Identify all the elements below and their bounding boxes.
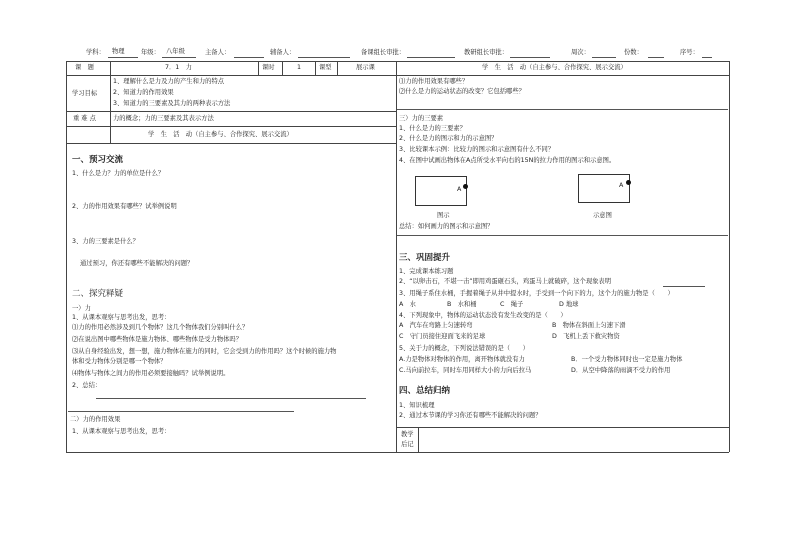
option: D．从空中降落的雨滴不受力的作用 xyxy=(571,367,671,374)
type-label: 课型 xyxy=(319,64,332,71)
explore-line: ⑵在说出图中哪些物体是施力物体、哪些物体是受力物体吗？ xyxy=(72,336,243,343)
summary-label: 2、总结： xyxy=(72,382,102,389)
goals-label: 学习目标 xyxy=(72,90,98,97)
right-line: 总结：如何画力的图示和示意图？ xyxy=(399,223,494,230)
assist-prep-label: 辅备人： xyxy=(270,49,296,56)
keypoints-label: 重 难 点 xyxy=(73,115,96,122)
option: A 水 xyxy=(399,301,416,308)
explore-line: 1、从课本观察与思考出发，思考： xyxy=(72,314,171,321)
section-preview-title: 一、预习交流 xyxy=(72,155,124,165)
activity-title: 学 生 活 动（自主参与、合作探究、展示交流） xyxy=(148,131,293,138)
question-2: 2、力的作用效果有哪些？试举例说明 xyxy=(72,203,177,210)
option: D 地球 xyxy=(559,301,579,308)
exercise-line: 2、“以卵击石，不堪一击”即用鸡蛋砸石头，鸡蛋马上就破碎，这个现象表明 xyxy=(399,278,612,285)
explore-line: ⑷物体与物体之间力的作用必须要接触吗？试举例说明。 xyxy=(72,370,230,377)
right-line: 三）力的三要素 xyxy=(399,115,444,122)
sub-effect-title: 二）力的作用效果 xyxy=(70,416,121,423)
copies-label: 份数： xyxy=(624,49,643,56)
goal-item: 2、知道力的作用效果 xyxy=(113,89,174,96)
question-1: 1、什么是力？力的单位是什么？ xyxy=(72,170,165,177)
period-value: 1 xyxy=(297,64,302,71)
explore-line: ⑶从自身经验出发，想一想，施力物体在施力的同时，它会受到力的作用吗？这个时候的施力物 xyxy=(72,348,337,355)
goal-item: 1、理解什么是力及力的产生和力的特点 xyxy=(113,78,225,85)
section-summary-title: 四、总结归纳 xyxy=(399,386,451,396)
subject-value: 物理 xyxy=(112,48,125,55)
exercise-line: 1、完成课本练习题 xyxy=(399,268,454,275)
serial-label: 序号： xyxy=(680,49,699,56)
goal-item: 3、知道力的三要素及其力的两种表示方法 xyxy=(113,100,231,107)
figure-caption-sketch: 示意图 xyxy=(593,212,612,219)
week-label: 周次： xyxy=(571,49,590,56)
topic-label: 课 题 xyxy=(75,64,94,71)
question-4: 通过预习，你还有哪些不能解决的问题？ xyxy=(80,260,194,267)
section-explore-title: 二、探究释疑 xyxy=(72,289,124,299)
dept-leader-label: 教研组长审批： xyxy=(464,49,509,56)
explore-line: 1、从课本观察与思考出发，思考： xyxy=(72,428,171,435)
prep-leader-label: 备课组长审批： xyxy=(361,49,406,56)
right-line: 2、什么是力的图示和力的示意图？ xyxy=(399,135,498,142)
reflection-label: 教学 xyxy=(401,431,414,438)
grade-label: 年级： xyxy=(141,49,160,56)
exercise-line: 3、用绳子系住水桶，手握着绳子从井中提水时，手受到一个向下的力，这个力的施力物是（ ） xyxy=(399,290,674,297)
type-value: 展示课 xyxy=(356,64,375,71)
option: A.力是物体对物体的作用，离开物体就没有力 xyxy=(399,356,525,363)
right-line: 4、在图中试画出物体在A点所受水平向右的15N的拉力作用的图示和示意图。 xyxy=(399,157,616,164)
grade-value: 八年级 xyxy=(166,48,185,55)
sub-force-title: 一）力 xyxy=(72,305,91,312)
figure-caption-diagram: 图示 xyxy=(437,212,450,219)
option: C.马向前拉车，同时车用同样大小的力向后拉马 xyxy=(399,367,532,374)
section-consolidate-title: 三、巩固提升 xyxy=(399,253,451,263)
explore-line: 体和受力物体分别是哪一个物体？ xyxy=(72,358,167,365)
keypoints-text: 力的概念；力的三要素及其表示方法 xyxy=(113,115,214,122)
option: C 守门员接住迎面飞来的足球 xyxy=(399,333,486,340)
subject-label: 学科： xyxy=(86,49,105,56)
topic-value: 7．1 力 xyxy=(165,64,192,71)
right-line: ⑴力的作用效果有哪些？ xyxy=(399,78,469,85)
reflection-label: 后记 xyxy=(401,441,414,448)
option: D 飞机上丢下救灾物资 xyxy=(552,333,620,340)
right-line: 1、什么是力的三要素？ xyxy=(399,125,466,132)
exercise-line: 4、下列现象中，物体的运动状态没有发生改变的是（ ） xyxy=(399,312,567,319)
main-prep-label: 主备人： xyxy=(205,49,231,56)
option: B．一个受力物体同时也一定是施力物体 xyxy=(571,356,683,363)
question-3: 3、力的三要素是什么？ xyxy=(72,238,139,245)
exercise-line: 5、关于力的概念，下列说法错误的是（ ） xyxy=(399,345,529,352)
option: B 水和桶 xyxy=(447,301,477,308)
right-activity-title: 学 生 活 动（自主参与、合作探究、展示交流） xyxy=(482,64,627,71)
explore-line: ⑴力的作用必然涉及到几个物体？这几个物体我们分别叫什么？ xyxy=(72,324,249,331)
point-a-dot xyxy=(626,180,631,185)
option: C 绳子 xyxy=(500,301,524,308)
summary-line: 2、通过本节课的学习你还有哪些不能解决的问题？ xyxy=(399,412,542,419)
option: B 物体在斜面上匀速下滑 xyxy=(552,322,626,329)
right-line: ⑵什么是力的运动状态的改变？它包括哪些？ xyxy=(399,88,525,95)
period-label: 课时 xyxy=(262,64,275,71)
point-a-label: A xyxy=(457,186,462,193)
right-line: 3、比较课本示例：比较力的图示和示意图有什么不同？ xyxy=(399,146,555,153)
option: A 汽车在弯路上匀速转弯 xyxy=(399,322,473,329)
summary-line: 1、知识梳理 xyxy=(399,402,435,409)
point-a-dot xyxy=(463,184,468,189)
point-a-label: A xyxy=(619,182,624,189)
